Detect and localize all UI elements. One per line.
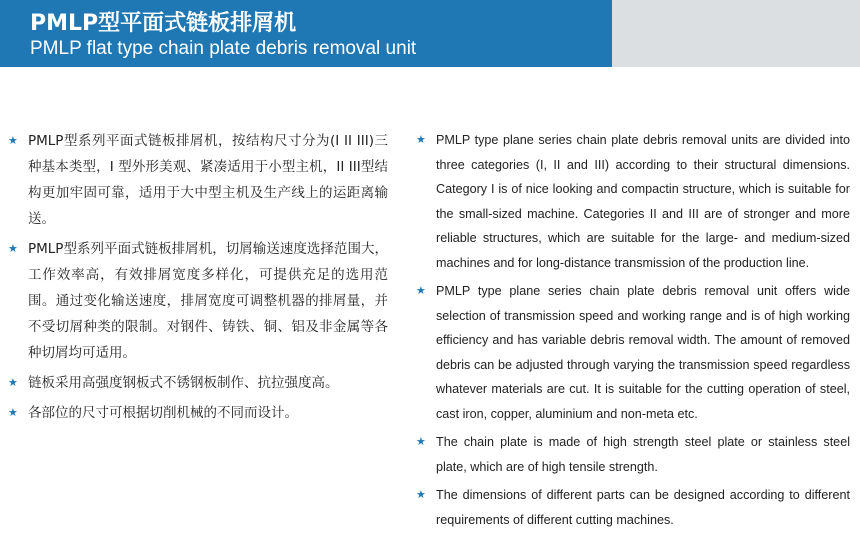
list-item xyxy=(416,430,850,479)
star-icon: ★ xyxy=(8,242,18,255)
list-item xyxy=(416,483,850,532)
bullet-text: PMLP型系列平面式链板排屑机，按结构尺寸分为(I II III)三种基本类型，I 型外形美观、紧凑适用于小型主机，II III型结构更加牢固可靠，适用于大中型主机及生产线上的运距离输送。 xyxy=(28,133,388,227)
star-icon: ★ xyxy=(8,376,18,389)
list-item xyxy=(8,400,388,426)
header-blue-band xyxy=(0,0,612,67)
list-item xyxy=(8,128,388,232)
star-icon: ★ xyxy=(8,134,18,147)
bullet-text: The dimensions of different parts can be designed according to different requirements of different cutting machines. xyxy=(436,488,850,527)
star-icon: ★ xyxy=(8,406,18,419)
page-title-english: PMLP flat type chain plate debris removal unit xyxy=(30,38,417,59)
list-item xyxy=(416,279,850,426)
list-item xyxy=(8,370,388,396)
star-icon: ★ xyxy=(416,284,426,297)
page-title-chinese: PMLP型平面式链板排屑机 xyxy=(30,11,297,36)
chinese-description-column xyxy=(8,128,388,430)
star-icon: ★ xyxy=(416,488,426,501)
bullet-text: 链板采用高强度钢板式不锈钢板制作、抗拉强度高。 xyxy=(28,375,339,391)
bullet-text: PMLP型系列平面式链板排屑机，切屑输送速度选择范围大，工作效率高，有效排屑宽度多样化，可提供充足的选用范围。通过变化输送速度，排屑宽度可调整机器的排屑量，并不受切屑种类的限制。对钢件、铸铁、铜、铝及非金属等各种切屑均可适用。 xyxy=(28,241,388,361)
bullet-text: The chain plate is made of high strength steel plate or stainless steel plate, which are of high tensile strength. xyxy=(436,435,850,474)
list-item xyxy=(8,236,388,366)
bullet-text: 各部位的尺寸可根据切削机械的不同而设计。 xyxy=(28,405,298,421)
bullet-text: PMLP type plane series chain plate debris removal units are divided into three categories (I, II and III) according to their structural dimensions. Category I is of nice looking and compactin structure, which is suitable for the small-sized machine. Categories II and III are of stronger and more reliable structures, which are suitable for the large- and medium-sized machines and for long-distance transmission of the production line. xyxy=(436,133,850,270)
star-icon: ★ xyxy=(416,133,426,146)
header-banner xyxy=(0,0,860,67)
list-item xyxy=(416,128,850,275)
english-description-column xyxy=(416,128,850,536)
star-icon: ★ xyxy=(416,435,426,448)
bullet-text: PMLP type plane series chain plate debris removal unit offers wide selection of transmission speed and working range and is of high working efficiency and has variable debris removal width. The amount of removed debris can be adjusted through varying the transmission speed regardless whatever materials are cut. It is suitable for the cutting operation of steel, cast iron, copper, aluminium and non-meta etc. xyxy=(436,284,850,421)
